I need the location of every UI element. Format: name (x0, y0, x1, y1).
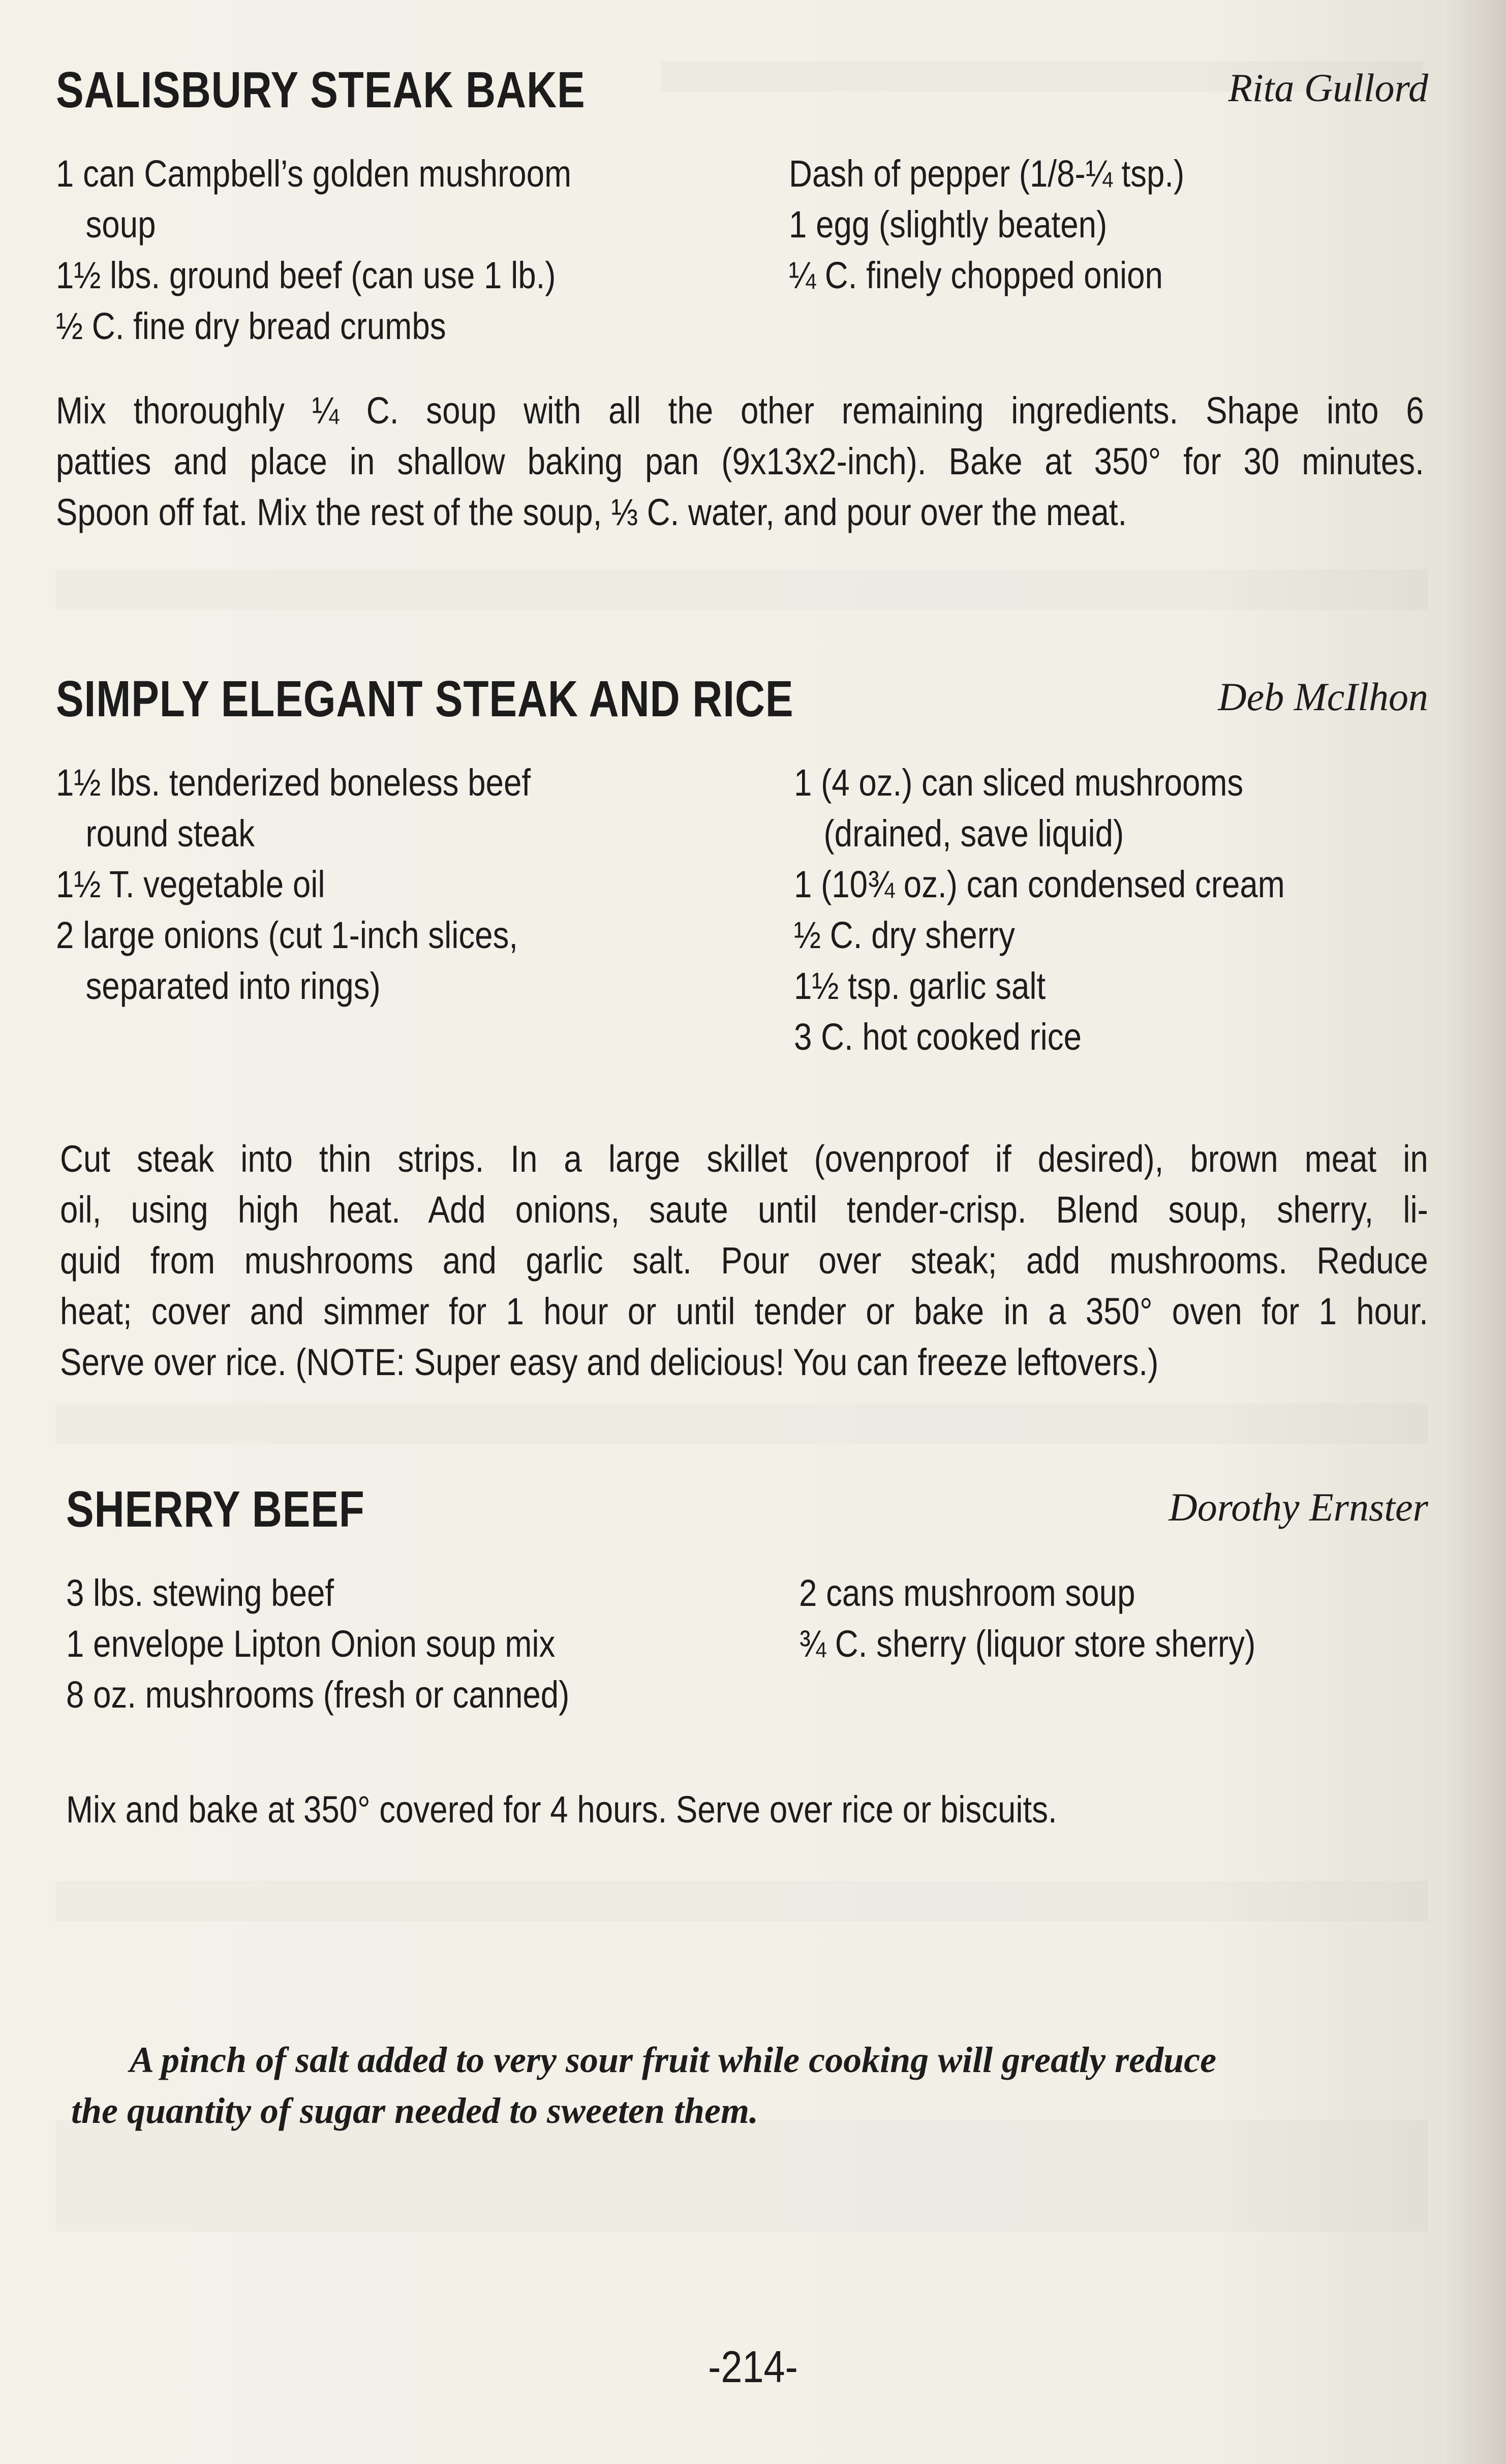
ingredient-column-right (794, 757, 1450, 1062)
cooking-tip (71, 2034, 1433, 2136)
tip-line: the quantity of sugar needed to sweeten them. (71, 2090, 759, 2131)
ingredient-list (56, 757, 1428, 1073)
ingredient-line: 1 (10¾ oz.) can condensed cream (794, 863, 1285, 905)
ingredient-line: 3 lbs. stewing beef (66, 1572, 334, 1614)
recipe-header (56, 670, 1428, 731)
ingredient-line: Dash of pepper (1/8-¼ tsp.) (789, 153, 1185, 195)
show-through-shadow (56, 1403, 1428, 1444)
show-through-shadow (56, 2120, 1428, 2232)
directions-line: Serve over rice. (NOTE: Super easy and delicious! You can freeze leftovers.) (60, 1341, 1159, 1383)
ingredient-line: 1½ T. vegetable oil (56, 863, 325, 905)
ingredient-line: separated into rings) (85, 965, 381, 1007)
recipe-title: SHERRY BEEF (66, 1481, 365, 1538)
recipe-salisbury-steak-bake (56, 61, 1428, 533)
ingredient-line: round steak (85, 812, 255, 855)
ingredient-line: ¼ C. finely chopped onion (789, 254, 1163, 296)
directions-line: Mix and bake at 350° covered for 4 hours. Serve over rice or biscuits. (66, 1788, 1057, 1831)
ingredient-line: 1½ lbs. ground beef (can use 1 lb.) (56, 254, 556, 296)
directions-line: Spoon off fat. Mix the rest of the soup, ⅓ C. water, and pour over the meat. (56, 491, 1127, 533)
ingredient-line: soup (85, 203, 156, 246)
ingredient-line: 1 envelope Lipton Onion soup mix (66, 1623, 556, 1665)
ingredient-line: 1 egg (slightly beaten) (789, 203, 1108, 246)
page-number: -214- (708, 2341, 798, 2392)
recipe-title: SALISBURY STEAK BAKE (56, 62, 586, 118)
ingredient-column-left (56, 757, 764, 1012)
ingredient-line: 2 cans mushroom soup (799, 1572, 1135, 1614)
ingredient-line: 1½ lbs. tenderized boneless beef (56, 762, 531, 804)
recipe-directions (60, 1134, 1428, 1388)
recipe-simply-elegant-steak-and-rice (56, 670, 1428, 1383)
ingredient-line: 8 oz. mushrooms (fresh or canned) (66, 1674, 570, 1716)
ingredient-column-right (789, 148, 1444, 301)
ingredient-line: 2 large onions (cut 1-inch slices, (56, 914, 518, 956)
ingredient-line: ½ C. dry sherry (794, 914, 1015, 956)
directions-line: oil, using high heat. Add onions, saute until tender-crisp. Blend soup, sherry, li- (60, 1189, 1428, 1231)
ingredient-line: ¾ C. sherry (liquor store sherry) (799, 1623, 1256, 1665)
recipe-title: SIMPLY ELEGANT STEAK AND RICE (56, 671, 794, 727)
ingredient-line: 1 (4 oz.) can sliced mushrooms (794, 762, 1244, 804)
recipe-author: Dorothy Ernster (1169, 1485, 1428, 1529)
ingredient-line: 3 C. hot cooked rice (794, 1016, 1082, 1058)
directions-line: Cut steak into thin strips. In a large skillet (ovenproof if desired), brown meat in (60, 1138, 1428, 1180)
show-through-shadow (56, 569, 1428, 610)
directions-line: heat; cover and simmer for 1 hour or until tender or bake in a 350° oven for 1 hour. (60, 1290, 1428, 1332)
ingredient-line: 1½ tsp. garlic salt (794, 965, 1046, 1007)
ingredient-column-left (66, 1568, 774, 1720)
ingredient-line: 1 can Campbell’s golden mushroom (56, 153, 572, 195)
directions-line: Mix thoroughly ¼ C. soup with all the other remaining ingredients. Shape into 6 (56, 389, 1424, 432)
ingredient-column-left (56, 148, 764, 352)
ingredient-list (66, 1568, 1428, 1730)
recipe-header (66, 1480, 1428, 1541)
show-through-shadow (56, 1881, 1428, 1922)
recipe-sherry-beef (66, 1480, 1428, 1831)
tip-line: A pinch of salt added to very sour fruit while cooking will greatly reduce (130, 2040, 1217, 2080)
ingredient-list (56, 148, 1428, 362)
directions-line: patties and place in shallow baking pan (9x13x2-inch). Bake at 350° for 30 minutes. (56, 440, 1424, 482)
ingredient-column-right (799, 1568, 1455, 1669)
recipe-directions (56, 385, 1424, 538)
recipe-author: Rita Gullord (1228, 66, 1428, 110)
ingredient-line: ½ C. fine dry bread crumbs (56, 305, 446, 347)
recipe-directions (66, 1784, 1377, 1835)
directions-line: quid from mushrooms and garlic salt. Pour over steak; add mushrooms. Reduce (60, 1239, 1428, 1282)
ingredient-line: (drained, save liquid) (823, 812, 1124, 855)
recipe-header (56, 61, 1428, 122)
recipe-author: Deb McIlhon (1218, 675, 1428, 719)
